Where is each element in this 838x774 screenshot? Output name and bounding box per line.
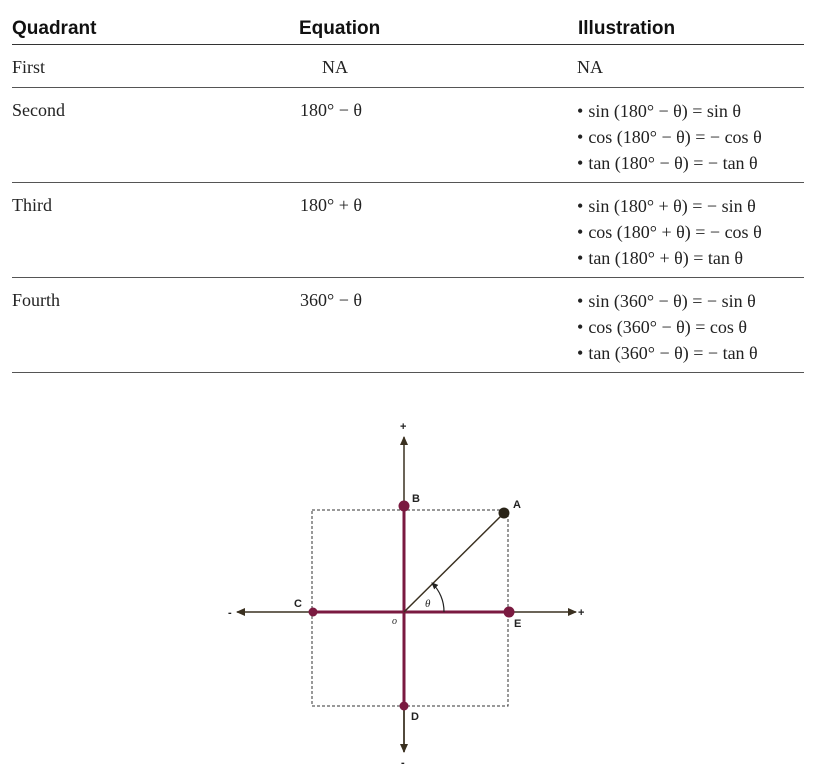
angle-arc: [432, 583, 444, 612]
header-quadrant: Quadrant: [12, 18, 97, 39]
identity-cos: • cos (180° + θ) = − cos θ: [577, 219, 762, 245]
identity-sin: • sin (180° + θ) = − sin θ: [577, 193, 762, 219]
equation-cell: 180° + θ: [300, 195, 362, 215]
equation-cell: 360° − θ: [300, 290, 362, 310]
identity-sin: • sin (180° − θ) = sin θ: [577, 98, 762, 124]
label-c: C: [294, 598, 302, 610]
header-equation: Equation: [299, 18, 381, 39]
label-e: E: [514, 618, 522, 630]
label-b: B: [412, 493, 420, 505]
point-e: [504, 607, 515, 618]
equation-cell: 180° − θ: [300, 100, 362, 120]
identity-cos: • cos (360° − θ) = cos θ: [577, 314, 758, 340]
axis-sign-bottom: -: [401, 757, 405, 769]
point-d: [400, 702, 409, 711]
identity-tan: • tan (360° − θ) = − tan θ: [577, 340, 758, 366]
quadrant-cell: Second: [12, 100, 65, 120]
illustration-cell: NA: [577, 57, 603, 77]
identity-sin: • sin (360° − θ) = − sin θ: [577, 288, 758, 314]
axis-sign-right: +: [578, 607, 585, 619]
angle-label: θ: [425, 598, 431, 610]
dashed-square: [312, 510, 508, 706]
identity-tan: • tan (180° − θ) = − tan θ: [577, 150, 762, 176]
point-c: [309, 608, 318, 617]
identity-cos: • cos (180° − θ) = − cos θ: [577, 124, 762, 150]
axis-sign-left: -: [228, 607, 232, 619]
equation-cell: NA: [322, 57, 348, 77]
label-origin: o: [392, 616, 397, 627]
point-b: [399, 501, 410, 512]
radius-oa: [404, 513, 504, 612]
identity-tan: • tan (180° + θ) = tan θ: [577, 245, 762, 271]
quadrant-cell: Third: [12, 195, 52, 215]
label-d: D: [411, 711, 419, 723]
quadrant-cell: Fourth: [12, 290, 61, 310]
point-a: [499, 508, 510, 519]
header-illustration: Illustration: [578, 18, 676, 39]
quadrant-cell: First: [12, 57, 46, 77]
label-a: A: [513, 499, 521, 511]
axis-sign-top: +: [400, 421, 407, 433]
